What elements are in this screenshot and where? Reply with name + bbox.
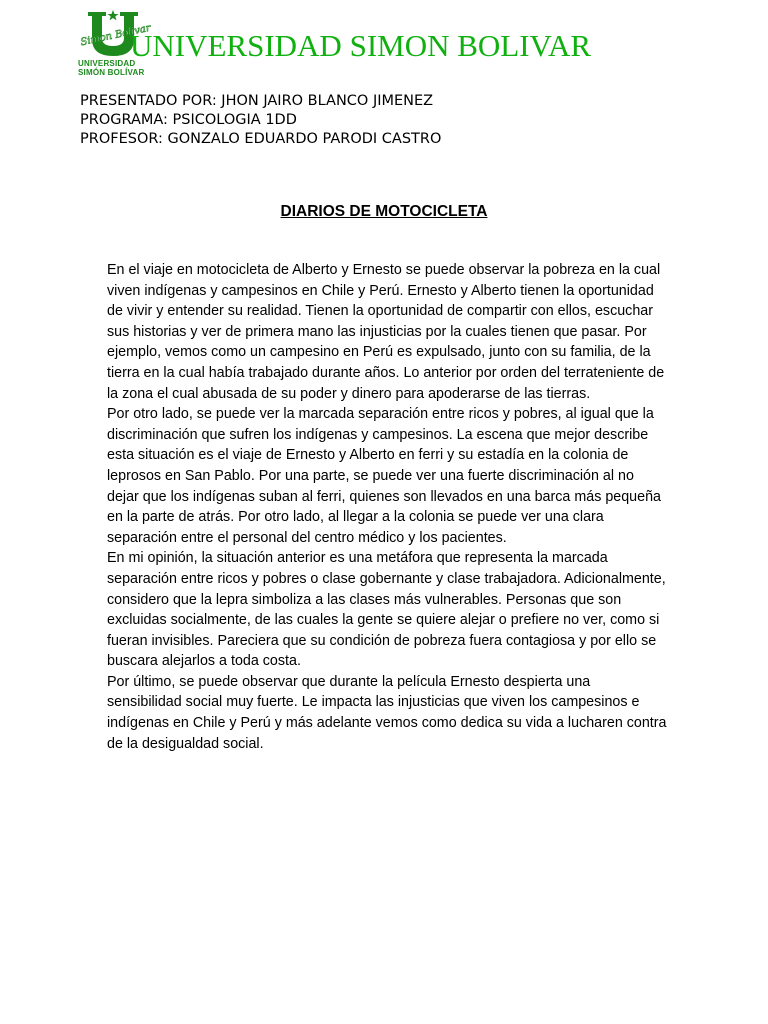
university-name: UNIVERSIDAD SIMON BOLIVAR: [130, 28, 592, 63]
presented-by: PRESENTADO POR: JHON JAIRO BLANCO JIMENEZ: [80, 93, 434, 109]
logo-script-text: Simon Bolivar: [79, 22, 152, 49]
header-info: [80, 92, 441, 149]
logo-line-2: SIMÓN BOLÍVAR: [78, 68, 145, 77]
paragraph: Por otro lado, se puede ver la marcada separación entre ricos y pobres, al igual que la discriminación que sufren los indígenas y campesinos. La escena que mejor describe esta situación es el viaje de Ernesto y Alberto en ferri y su estadía en la colonia de leprosos en San Pablo. Por una parte, se puede ver una fuerte discriminación al no dejar que los indígenas suban al ferri, quienes son llevados en una barca más pequeña en la parte de atrás. Por otro lado, al llegar a la colonia se puede ver una clara separación entre el personal del centro médico y los pacientes.: [107, 406, 661, 546]
document-title: DIARIOS DE MOTOCICLETA: [280, 203, 488, 220]
document-body: [107, 260, 667, 754]
paragraph: En el viaje en motocicleta de Alberto y Ernesto se puede observar la pobreza en la cual viven indígenas y campesinos en Chile y Perú. Ernesto y Alberto tienen la oportunidad de vivir y entender su realidad. Tienen la oportunidad de compartir con ellos, escuchar sus historias y ver de primera mano las injusticias por la cuales tienen que pasar. Por ejemplo, vemos como un campesino en Perú es expulsado, junto con su familia, de la tierra en la cual había trabajado durante años. Lo anterior por orden del terrateniente de la zona el cual abusada de su poder y dinero para apoderarse de las tierras.: [107, 262, 665, 402]
program: PROGRAMA: PSICOLOGIA 1DD: [80, 112, 297, 128]
paragraph: Por último, se puede observar que durante la película Ernesto despierta una sensibilidad social muy fuerte. Le impacta las injusticias que viven los campesinos e indígenas en Chile y Perú y más adelante vemos como dedica su vida a lucharen contra de la desigualdad social.: [107, 673, 667, 752]
logo-line-1: UNIVERSIDAD: [78, 59, 136, 68]
paragraph: En mi opinión, la situación anterior es una metáfora que representa la marcada separación entre ricos y pobres o clase gobernante y clase trabajadora. Adicionalmente, considero que la lepra simboliza a las clases más vulnerables. Personas que son excluidas socialmente, de las cuales la gente se quiere alejar o prefiere no ver, como si fueran invisibles. Pareciera que su condición de pobreza fuera contagiosa y por ello se buscara alejarlos a toda costa.: [107, 550, 666, 670]
professor: PROFESOR: GONZALO EDUARDO PARODI CASTRO: [80, 131, 442, 147]
